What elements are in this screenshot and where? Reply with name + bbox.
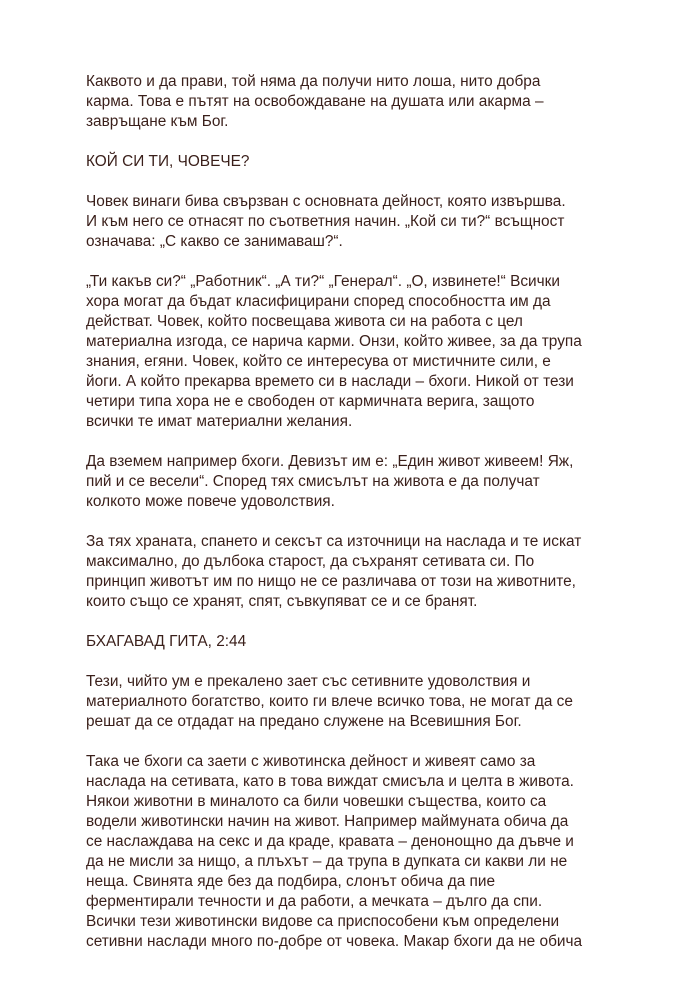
section-heading — [86, 632, 646, 652]
text-line: четири типа хора не е свободен от кармичната верига, защото — [86, 393, 535, 410]
text-line: действат. Човек, който посвещава живота си на работа с цел — [86, 313, 523, 330]
text-line: знания, егяни. Човек, който се интересува от мистичните сили, е — [86, 353, 551, 370]
text-line: пий и се весели“. Според тях смисълът на живота е да получат — [86, 473, 540, 490]
text-line: всички те имат материални желания. — [86, 413, 353, 430]
text-line: Някои животни в миналото са били човешки същества, които са — [86, 793, 547, 810]
text-line: означава: „С какво се занимаваш?“. — [86, 233, 343, 250]
paragraph-spacer — [86, 652, 646, 672]
paragraph-spacer — [86, 252, 646, 272]
text-line: Каквото и да прави, той няма да получи нито лоша, нито добра — [86, 73, 541, 90]
paragraph-spacer — [86, 512, 646, 532]
text-line: Така че бхоги са заети с животинска дейност и живеят само за — [86, 753, 536, 770]
text-line: които също се хранят, спят, съвкупяват се и се бранят. — [86, 593, 478, 610]
text-line: колкото може повече удоволствия. — [86, 493, 335, 510]
paragraph — [86, 532, 646, 612]
text-line: За тях храната, спането и сексът са източници на наслада и те искат — [86, 533, 582, 550]
text-line: йоги. А който прекарва времето си в наслади – бхоги. Никой от тези — [86, 373, 574, 390]
paragraph-spacer — [86, 732, 646, 752]
text-line: материалното богатство, които ги влече всичко това, не могат да се — [86, 693, 573, 710]
text-line: максимално, до дълбока старост, да съхранят сетивата си. По — [86, 553, 535, 570]
text-line: карма. Това е пътят на освобождаване на душата или акарма – — [86, 93, 544, 110]
text-line: водели животински начин на живот. Например маймуната обича да — [86, 813, 569, 830]
text-line: Тези, чийто ум е прекалено зает със сетивните удоволствия и — [86, 673, 531, 690]
text-line: „Ти какъв си?“ „Работник“. „А ти?“ „Генерал“. „О, извинете!“ Всички — [86, 273, 560, 290]
text-line: сетивни наслади много по-добре от човека. Макар бхоги да не обича — [86, 933, 583, 950]
text-line: Да вземем например бхоги. Девизът им е: „Един живот живеем! Яж, — [86, 453, 574, 470]
paragraph — [86, 72, 646, 132]
text-line: се наслаждава на секс и да краде, кравата – денонощно да дъвче и — [86, 833, 574, 850]
paragraph-spacer — [86, 612, 646, 632]
text-line: хора могат да бъдат класифицирани според способността им да — [86, 293, 551, 310]
paragraph-spacer — [86, 432, 646, 452]
document-page — [86, 72, 646, 952]
text-line: неща. Свинята яде без да подбира, слонът обича да пие — [86, 873, 496, 890]
heading-text: БХАГАВАД ГИТА, 2:44 — [86, 633, 247, 650]
paragraph-spacer — [86, 172, 646, 192]
heading-text: КОЙ СИ ТИ, ЧОВЕЧЕ? — [86, 153, 250, 170]
text-line: завръщане към Бог. — [86, 113, 229, 130]
paragraph — [86, 752, 646, 952]
paragraph — [86, 452, 646, 512]
paragraph-spacer — [86, 132, 646, 152]
text-line: И към него се отнасят по съответния начин. „Кой си ти?“ всъщност — [86, 213, 565, 230]
text-line: решат да се отдадат на предано служене на Всевишния Бог. — [86, 713, 522, 730]
text-line: да не мисли за нищо, а плъхът – да трупа в дупката си какви ли не — [86, 853, 568, 870]
text-line: ферментирали течности и да работи, а мечката – дълго да спи. — [86, 893, 543, 910]
paragraph — [86, 272, 646, 432]
text-line: Човек винаги бива свързван с основната дейност, която извършва. — [86, 193, 566, 210]
paragraph — [86, 192, 646, 252]
text-line: принцип животът им по нищо не се различава от този на животните, — [86, 573, 576, 590]
paragraph — [86, 672, 646, 732]
section-heading — [86, 152, 646, 172]
text-line: наслада на сетивата, като в това виждат смисъла и целта в живота. — [86, 773, 574, 790]
text-line: материална изгода, се нарича карми. Онзи, който живее, за да трупа — [86, 333, 582, 350]
text-line: Всички тези животински видове са приспособени към определени — [86, 913, 560, 930]
